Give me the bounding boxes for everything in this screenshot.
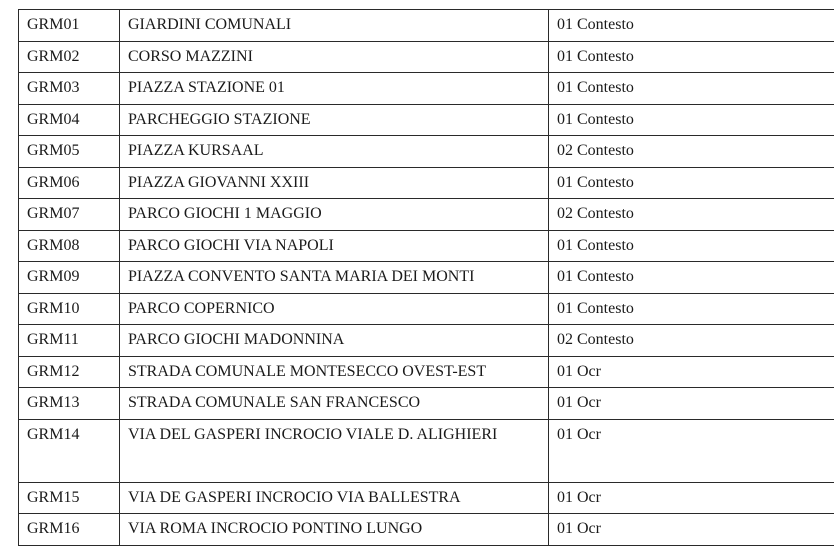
table-row [19,10,834,42]
row-quantity: 01 Ocr [549,482,834,514]
table-row [19,514,834,546]
table-row [19,419,834,482]
row-location: PARCHEGGIO STAZIONE [120,104,549,136]
row-quantity: 01 Contesto [549,167,834,199]
row-quantity: 01 Contesto [549,262,834,294]
row-location: STRADA COMUNALE MONTESECCO OVEST-EST [120,356,549,388]
row-quantity: 01 Contesto [549,104,834,136]
row-code: GRM16 [19,514,120,546]
row-quantity: 02 Contesto [549,136,834,168]
row-code: GRM11 [19,325,120,357]
table-row [19,104,834,136]
row-quantity: 01 Ocr [549,356,834,388]
row-quantity: 01 Contesto [549,293,834,325]
row-location: PIAZZA STAZIONE 01 [120,73,549,105]
table-row [19,167,834,199]
table-row [19,262,834,294]
row-code: GRM13 [19,388,120,420]
row-code: GRM09 [19,262,120,294]
table-row [19,73,834,105]
row-location: VIA DE GASPERI INCROCIO VIA BALLESTRA [120,482,549,514]
row-code: GRM08 [19,230,120,262]
row-code: GRM04 [19,104,120,136]
row-quantity: 01 Contesto [549,41,834,73]
row-quantity: 01 Contesto [549,10,834,42]
row-quantity: 02 Contesto [549,199,834,231]
row-code: GRM15 [19,482,120,514]
row-location: STRADA COMUNALE SAN FRANCESCO [120,388,549,420]
row-location: PIAZZA CONVENTO SANTA MARIA DEI MONTI [120,262,549,294]
row-location: PARCO COPERNICO [120,293,549,325]
table-row [19,136,834,168]
location-table [18,9,834,546]
row-location: PIAZZA KURSAAL [120,136,549,168]
table-row [19,388,834,420]
row-code: GRM02 [19,41,120,73]
table-row [19,325,834,357]
row-code: GRM10 [19,293,120,325]
row-location: VIA ROMA INCROCIO PONTINO LUNGO [120,514,549,546]
row-code: GRM01 [19,10,120,42]
row-location: PIAZZA GIOVANNI XXIII [120,167,549,199]
table-row [19,293,834,325]
row-code: GRM14 [19,419,120,482]
row-code: GRM05 [19,136,120,168]
row-code: GRM12 [19,356,120,388]
row-location: PARCO GIOCHI MADONNINA [120,325,549,357]
table-row [19,199,834,231]
table-row [19,482,834,514]
row-location: PARCO GIOCHI VIA NAPOLI [120,230,549,262]
table-row [19,230,834,262]
row-location: PARCO GIOCHI 1 MAGGIO [120,199,549,231]
row-quantity: 01 Ocr [549,388,834,420]
row-code: GRM07 [19,199,120,231]
row-location: CORSO MAZZINI [120,41,549,73]
row-quantity: 01 Ocr [549,419,834,482]
row-quantity: 01 Contesto [549,230,834,262]
row-quantity: 01 Contesto [549,73,834,105]
row-code: GRM06 [19,167,120,199]
row-code: GRM03 [19,73,120,105]
row-quantity: 01 Ocr [549,514,834,546]
row-location: VIA DEL GASPERI INCROCIO VIALE D. ALIGHIERI [120,419,549,482]
table-row [19,41,834,73]
row-quantity: 02 Contesto [549,325,834,357]
table-row [19,356,834,388]
row-location: GIARDINI COMUNALI [120,10,549,42]
